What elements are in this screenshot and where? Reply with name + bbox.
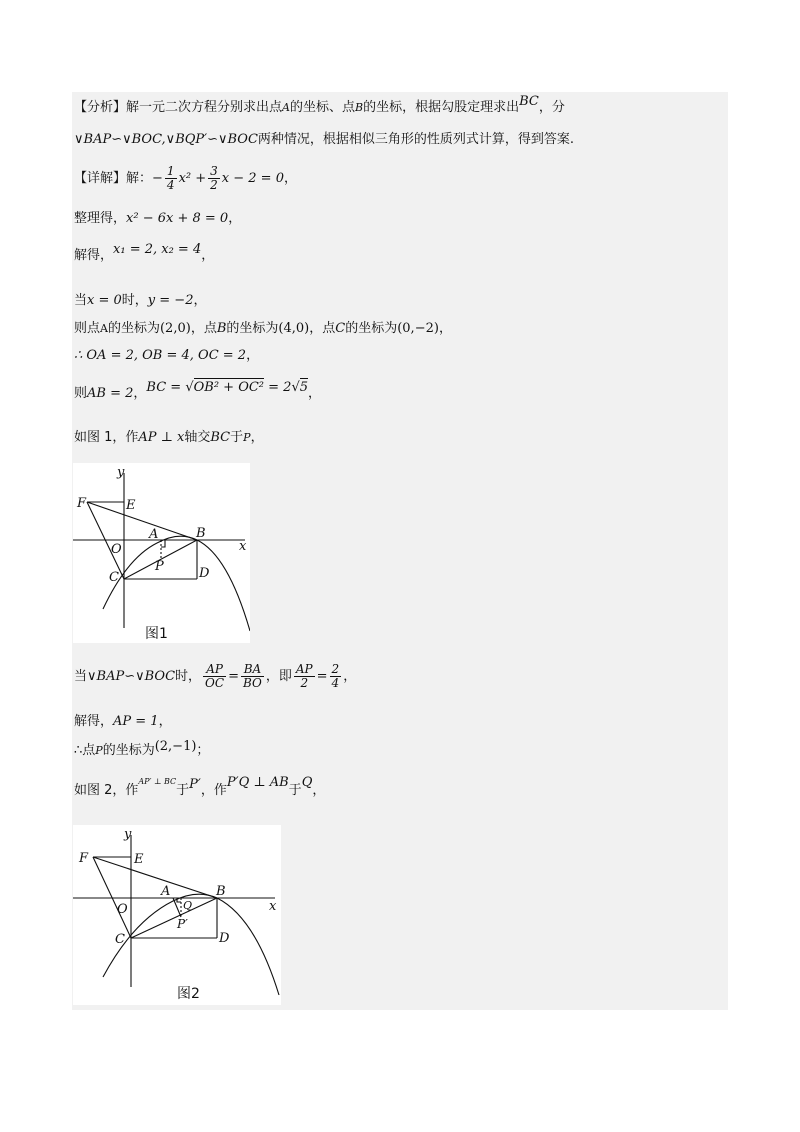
text: ， (308, 386, 322, 401)
math: P′ (189, 777, 201, 792)
text: 当 (74, 669, 88, 684)
segment-fb (93, 857, 217, 898)
text: 如图 2，作 (74, 783, 139, 798)
text: 【分析】解一元二次方程分别求出点 (74, 100, 283, 115)
math: (0,−2) (397, 321, 439, 336)
label-d: D (219, 931, 230, 946)
math: B (216, 321, 227, 336)
text: 的坐标、点 (289, 100, 355, 115)
text: ， (283, 171, 297, 186)
math: AP′ ⊥ BC (138, 777, 177, 786)
label-e: E (134, 852, 144, 867)
text: ； (196, 743, 210, 758)
label-x: x (269, 899, 277, 914)
text: ，点 (190, 321, 217, 336)
math: ∴ OA = 2, OB = 4, OC = 2 (74, 348, 247, 363)
text: ， (312, 783, 326, 798)
math: AB = 2 (87, 386, 134, 401)
text: 时， (175, 669, 202, 684)
text: 的坐标为 (226, 321, 279, 336)
fraction: $\frac{AP}{2}$ (295, 662, 313, 690)
text: ，分 (538, 100, 565, 115)
text: ，作 (200, 783, 227, 798)
text: ， (158, 714, 172, 729)
text: 解得， (74, 248, 114, 263)
fraction: $\frac{BA}{BO}$ (242, 662, 262, 690)
detail-line-equation (74, 165, 297, 192)
figure-1-diagram (73, 463, 250, 643)
math: x = 0 (87, 293, 122, 308)
label-y: y (124, 827, 132, 842)
text: ， (343, 669, 357, 684)
figure-1 (73, 463, 250, 643)
math: = 2 (264, 380, 292, 395)
fraction: $\frac{1}{4}$ (166, 164, 175, 192)
detail-line-simplify (74, 210, 241, 228)
label-f: F (77, 496, 87, 511)
math: A (100, 322, 108, 335)
math: ∨BAP∽∨BOC,∨BQP′∽∨BOC (74, 132, 258, 147)
detail-line-x0 (74, 292, 206, 310)
math: B (354, 101, 364, 114)
math: P′Q ⊥ AB (226, 775, 289, 790)
label-y: y (117, 465, 125, 480)
text: 【详解】解： (74, 171, 153, 186)
text: ， (228, 211, 242, 226)
math: OB² + OC² (193, 380, 265, 395)
label-a: A (149, 527, 159, 542)
math: − (152, 171, 163, 186)
math: x − 2 = 0 (221, 171, 284, 186)
text: 两种情况，根据相似三角形的性质列式计算，得到答案. (257, 132, 575, 147)
label-o: O (117, 902, 128, 917)
text: 解得， (74, 714, 114, 729)
analysis-line-1 (74, 94, 565, 117)
label-d: D (199, 566, 210, 581)
label-a: A (161, 884, 171, 899)
math: C (335, 321, 346, 336)
text: ， (250, 430, 264, 445)
label-p: P (155, 559, 164, 574)
math: BC (210, 430, 231, 445)
math: BC = (146, 380, 186, 395)
figure-2-diagram (73, 825, 281, 1005)
detail-line-coords (74, 320, 452, 338)
math: (4,0) (278, 321, 310, 336)
math: ∨BAP∽∨BOC (87, 669, 176, 684)
text: 的坐标，根据勾股定理求出 (363, 100, 520, 115)
label-b: B (196, 526, 206, 541)
text: ，即 (265, 669, 292, 684)
fraction: $\frac{2}{4}$ (331, 662, 340, 690)
detail-line-solve (74, 242, 215, 265)
text: 于 (230, 430, 244, 445)
detail-line-bc: 则AB = 2，BC = √OB² + OC² = 2√5， (74, 380, 322, 401)
label-o: O (111, 542, 122, 557)
label-q: Q (183, 899, 193, 912)
math: P (95, 744, 103, 757)
text: 于 (176, 783, 190, 798)
text: 时， (121, 293, 148, 308)
label-b: B (216, 884, 226, 899)
text: ， (133, 386, 147, 401)
text: 当 (74, 293, 88, 308)
detail-line-ap (74, 713, 172, 731)
math: y = −2 (147, 293, 194, 308)
detail-line-case1 (74, 663, 356, 690)
segment-fb (87, 502, 197, 540)
text: 则点 (74, 321, 101, 336)
math: = (316, 669, 328, 684)
figure-2-caption: 图2 (177, 986, 200, 1002)
text: 轴交 (184, 430, 211, 445)
text: 的坐标为 (345, 321, 398, 336)
detail-line-lengths (74, 347, 259, 365)
math: AP = 1 (113, 714, 159, 729)
math: A (282, 101, 290, 114)
math: = (228, 669, 239, 684)
text: 的坐标为 (107, 321, 160, 336)
math: (2,−1) (154, 739, 197, 754)
figure-1-caption: 图1 (145, 626, 168, 642)
figure-2 (73, 825, 281, 1005)
text: ， (438, 321, 452, 336)
text: 的坐标为 (102, 743, 155, 758)
text: 整理得， (74, 211, 127, 226)
label-f: F (79, 851, 89, 866)
math: x₁ = 2, x₂ = 4 (113, 242, 202, 257)
math: (2,0) (159, 321, 191, 336)
text: 则 (74, 386, 88, 401)
math: x² + (178, 171, 207, 186)
text: ，点 (309, 321, 336, 336)
math: AP ⊥ x (138, 430, 185, 445)
text: ， (193, 293, 207, 308)
text: ∴点 (74, 743, 96, 758)
math: 5 (299, 380, 309, 395)
fraction: $\frac{3}{2}$ (210, 164, 218, 192)
fraction: $\frac{AP}{OC}$ (205, 662, 225, 690)
text: ， (201, 248, 215, 263)
detail-line-p-coord (74, 739, 210, 760)
math: x² − 6x + 8 = 0 (126, 211, 229, 226)
label-c: C (115, 932, 125, 947)
label-c: C (109, 570, 119, 585)
text: 于 (288, 783, 302, 798)
detail-line-fig1-intro (74, 429, 264, 447)
text: 如图 1，作 (74, 430, 139, 445)
label-x: x (239, 539, 247, 554)
label-e: E (126, 498, 136, 513)
math: Q (301, 775, 313, 790)
label-p-prime: P′ (177, 917, 188, 931)
text: ， (246, 348, 260, 363)
math: P (243, 431, 251, 444)
segment-cb (131, 898, 217, 938)
analysis-line-2 (74, 131, 574, 149)
math: BC (519, 94, 539, 109)
